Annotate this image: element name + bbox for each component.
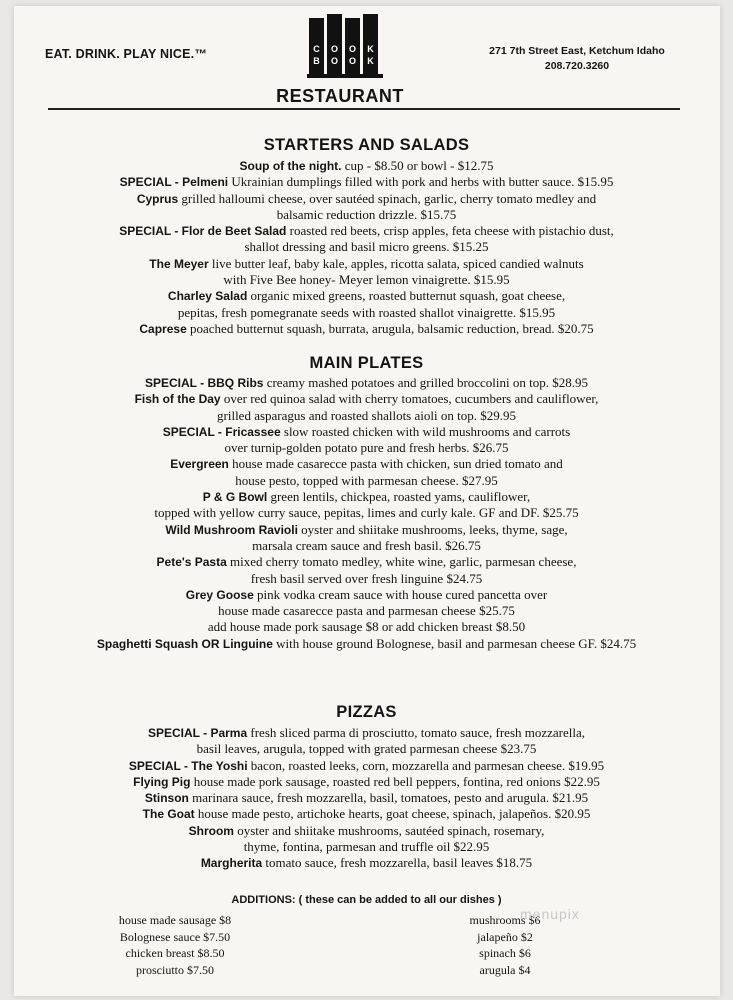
dish-description: house made casarecce pasta with chicken, sun dried tomato and [232,456,563,472]
menu-line [0,538,733,554]
dish-name: Spaghetti Squash OR Linguine [96,636,273,651]
menu-line [0,806,733,822]
menu-line [0,790,733,806]
additions-left-list [90,912,260,978]
menu-line [0,440,733,456]
dish-description: marsala cream sauce and fresh basil. $26.75 [252,537,481,553]
menu-line [0,839,733,855]
dish-name: Stinson [144,791,189,806]
menu-line [0,207,733,223]
menu-line [0,774,733,790]
section-title-pizzas: PIZZAS [336,703,397,721]
dish-description: balsamic reduction drizzle. $15.75 [276,206,457,222]
phone: 208.720.3260 [544,60,610,72]
menu-line [0,823,733,839]
section-title-starters: STARTERS AND SALADS [263,136,470,154]
dish-description: house pesto, topped with parmesan cheese. $27.95 [235,472,498,488]
dish-description: house made casarecce pasta and parmesan cheese $25.75 [218,603,515,619]
dish-description: roasted red beets, crisp apples, feta cheese with pistachio dust, [289,223,614,239]
dish-description: oyster and shiitake mushrooms, sautéed spinach, rosemary, [237,822,545,838]
dish-name: The Goat [142,807,195,822]
logo-letter: K [367,56,374,66]
addition-item: chicken breast $8.50 [125,946,225,960]
menu-line [0,456,733,472]
dish-description: fresh basil served over fresh linguine $24.75 [250,570,483,586]
addition-item: spinach $6 [479,946,531,960]
address-block [462,44,692,74]
dish-description: with house ground Bolognese, basil and parmesan cheese GF. $24.75 [276,635,637,651]
menu-line [0,174,733,190]
menu-line [0,473,733,489]
menu-line [0,758,733,774]
menu-line [0,489,733,505]
dish-name: Wild Mushroom Ravioli [165,522,298,537]
dish-name: Flying Pig [133,774,191,789]
menu-line [0,305,733,321]
addition-item: house made sausage $8 [118,913,232,927]
menu-line [0,636,733,652]
menu-line [0,223,733,239]
logo-letter: B [313,56,320,66]
dish-description: Ukrainian dumplings filled with pork and herbs with butter sauce. $15.95 [231,174,614,190]
dish-name: P & G Bowl [202,490,268,505]
dish-description: fresh sliced parma di prosciutto, tomato sauce, fresh mozzarella, [250,725,586,740]
addition-item: Bolognese sauce $7.50 [119,929,231,944]
menu-line [0,522,733,538]
cookbook-logo [307,12,383,78]
dish-name: Margherita [200,856,263,871]
menu-line [0,239,733,255]
dish-description: live butter leaf, baby kale, apples, ricotta salata, spiced candied walnuts [211,255,584,271]
dish-description: topped with yellow curry sauce, pepitas, limes and curly kale. GF and DF. $25.75 [154,505,579,521]
dish-name: SPECIAL - Pelmeni [119,175,229,190]
dish-description: basil leaves, arugula, topped with grated parmesan cheese $23.75 [196,741,537,757]
menu-line [0,619,733,635]
dish-description: add house made pork sausage $8 or add chicken breast $8.50 [207,619,526,635]
address: 271 7th Street East, Ketchum Idaho [489,45,665,57]
dish-name: Shroom [188,823,234,838]
dish-description: house made pesto, artichoke hearts, goat cheese, spinach, jalapeños. $20.95 [197,806,591,822]
additions-title: ADDITIONS: ( these can be added to all our dishes ) [231,894,502,906]
dish-description: over red quinoa salad with cherry tomatoes, cucumbers and cauliflower, [223,391,599,407]
restaurant-title: RESTAURANT [276,86,404,106]
dish-description: shallot dressing and basil micro greens. $15.25 [244,239,489,255]
dish-name: Pete's Pasta [156,555,227,570]
dish-description: pepitas, fresh pomegranate seeds with roasted shallot vinaigrette. $15.95 [177,304,556,320]
menu-line [0,587,733,603]
menu-line [0,725,733,741]
mains-list [0,375,733,652]
dish-name: Fish of the Day [134,392,221,407]
menu-line [0,505,733,521]
menu-line [0,256,733,272]
dish-description: oyster and shiitake mushrooms, leeks, thyme, sage, [301,521,568,537]
logo-letter: K [367,44,374,54]
menu-line [0,288,733,304]
menu-line [0,375,733,391]
dish-description: over turnip-golden potato pure and fresh herbs. $26.75 [224,440,509,456]
dish-description: creamy mashed potatoes and grilled broccolini on top. $28.95 [266,375,589,390]
dish-description: slow roasted chicken with wild mushrooms and carrots [283,423,571,439]
dish-name: SPECIAL - Fricassee [162,424,281,439]
dish-name: Grey Goose [185,587,254,602]
dish-description: poached butternut squash, burrata, arugula, balsamic reduction, bread. $20.75 [190,320,594,336]
dish-description: grilled halloumi cheese, over sautéed spinach, garlic, cherry tomato medley and [181,190,597,206]
dish-name: SPECIAL - Parma [147,726,248,740]
logo-letter: O [348,56,357,66]
dish-description: tomato sauce, fresh mozzarella, basil leaves $18.75 [265,855,533,871]
dish-name: SPECIAL - Flor de Beet Salad [119,224,287,239]
menu-line [0,391,733,407]
menu-line [0,424,733,440]
menu-line [0,741,733,757]
menu-line [0,554,733,570]
menu-line [0,158,733,174]
tagline: EAT. DRINK. PLAY NICE.™ [45,47,208,61]
dish-name: Cyprus [136,191,179,206]
section-title-mains: MAIN PLATES [309,354,424,372]
dish-description: house made pork sausage, roasted red bell peppers, fontina, red onions $22.95 [193,773,600,789]
dish-name: Soup of the night. [239,159,342,173]
menu-line [0,408,733,424]
dish-name: The Meyer [149,256,209,271]
logo-letter: O [348,44,357,54]
dish-description: mixed cherry tomato medley, white wine, garlic, parmesan cheese, [230,554,577,570]
dish-description: organic mixed greens, roasted butternut squash, goat cheese, [250,288,566,304]
dish-name: Evergreen [170,457,229,472]
logo-letter: O [330,44,339,54]
starters-list [0,158,733,337]
dish-name: SPECIAL - BBQ Ribs [144,376,264,390]
dish-description: with Five Bee honey- Meyer lemon vinaigrette. $15.95 [223,272,510,288]
dish-name: SPECIAL - The Yoshi [128,758,248,773]
menu-line [0,603,733,619]
pizzas-list [0,725,733,872]
dish-name: Charley Salad [167,289,248,304]
menu-line [0,321,733,337]
dish-description: bacon, roasted leeks, corn, mozzarella and parmesan cheese. $19.95 [250,757,605,773]
dish-description: thyme, fontina, parmesan and truffle oil $22.95 [243,839,490,855]
dish-description: grilled asparagus and roasted shallots aioli on top. $29.95 [217,407,516,423]
addition-item: mushrooms $6 [469,913,541,927]
addition-item: arugula $4 [479,962,531,977]
menu-line [0,272,733,288]
dish-description: pink vodka cream sauce with house cured pancetta over [257,586,548,602]
logo-letter: C [313,44,320,54]
addition-item: prosciutto $7.50 [136,962,214,977]
menu-line [0,571,733,587]
dish-name: Caprese [139,321,187,336]
dish-description: cup - $8.50 or bowl - $12.75 [344,158,494,173]
header-divider [48,108,680,110]
dish-description: marinara sauce, fresh mozzarella, basil, tomatoes, pesto and arugula. $21.95 [192,790,589,806]
addition-item: jalapeño $2 [477,929,533,944]
watermark: menupix [520,906,580,922]
dish-description: green lentils, chickpea, roasted yams, cauliflower, [270,489,531,505]
menu-line [0,855,733,871]
logo-letter: O [330,56,339,66]
menu-line [0,191,733,207]
